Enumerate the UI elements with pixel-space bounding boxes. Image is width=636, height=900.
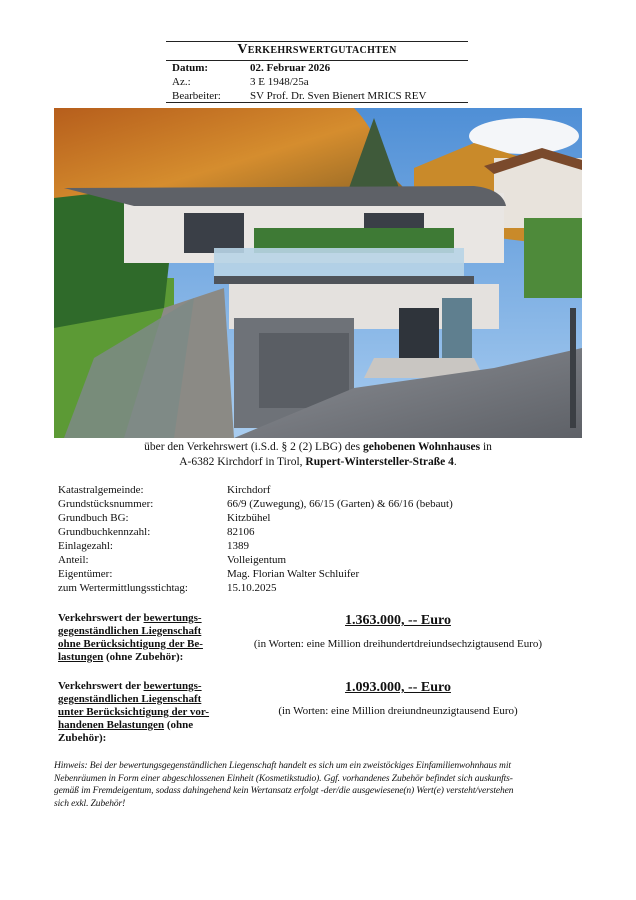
detail-label: Einlagezahl:	[58, 540, 113, 552]
detail-value: Kirchdorf	[227, 484, 271, 496]
file-number-value: 3 E 1948/25a	[250, 76, 309, 88]
market-value-unencumbered-amount: 1.363.000, -- Euro	[345, 613, 451, 628]
mv2-label-c: gegenständlichen Liegenschaft	[58, 693, 202, 705]
market-value-encumbered-amount: 1.093.000, -- Euro	[345, 680, 451, 695]
detail-label: Katastralgemeinde:	[58, 484, 144, 496]
market-value-unencumbered-words: (in Worten: eine Million dreihundertdreiundsechzigtausend Euro)	[253, 638, 543, 650]
mv2-label-d: unter Berücksichtigung der vor-	[58, 706, 210, 718]
caption-line-2	[54, 456, 582, 468]
mv1-label-f: (ohne Zubehör):	[103, 651, 184, 663]
mv2-label-a: Verkehrswert der	[58, 680, 144, 692]
disclaimer-note	[54, 760, 582, 810]
note-line: sich exkl. Zubehör!	[54, 798, 126, 809]
mv1-label-a: Verkehrswert der	[58, 612, 144, 624]
entrance-glazing	[442, 298, 472, 358]
mv1-label-d: ohne Berücksichtigung der Be-	[58, 638, 203, 650]
detail-value: Mag. Florian Walter Schluifer	[227, 568, 360, 580]
caption-2-post: .	[453, 456, 457, 468]
detail-label: Grundstücksnummer:	[58, 498, 154, 510]
hedge-right	[524, 218, 582, 298]
detail-value: Kitzbühel	[227, 512, 271, 524]
caption-1-post: in	[480, 441, 492, 453]
date-value: 02. Februar 2026	[250, 62, 331, 74]
roof-overhang	[64, 186, 506, 206]
mv2-label-b: bewertungs-	[143, 680, 202, 692]
lamp-post	[570, 308, 576, 428]
caption-2-bold: Rupert-Wintersteller-Straße 4	[305, 456, 454, 468]
author-value: SV Prof. Dr. Sven Bienert MRICS REV	[250, 90, 427, 102]
detail-value: 82106	[227, 526, 255, 538]
detail-label: Grundbuch BG:	[58, 512, 129, 524]
note-line: Hinweis: Bei der bewertungsgegenständlichen Liegenschaft handelt es sich um ein zweistöckiges Einfamilienwohnhaus mit	[54, 761, 511, 771]
market-value-unencumbered-label	[58, 612, 228, 664]
file-number-label: Az.:	[172, 76, 191, 88]
mv1-label-c: gegenständlichen Liegenschaft	[58, 625, 202, 637]
author-label: Bearbeiter:	[172, 90, 221, 102]
detail-label: Eigentümer:	[58, 568, 113, 580]
document-title-text: Verkehrswertgutachten	[237, 42, 397, 57]
detail-label: Grundbuchkennzahl:	[58, 526, 151, 538]
detail-value: 66/9 (Zuwegung), 66/15 (Garten) & 66/16 (bebaut)	[227, 498, 453, 510]
caption-line-1	[54, 441, 582, 453]
detail-value: 15.10.2025	[227, 582, 277, 594]
property-photo	[54, 108, 582, 438]
header-bottom-rule	[166, 102, 468, 103]
market-value-encumbered-label	[58, 680, 228, 745]
entrance-door	[399, 308, 439, 358]
window-left	[184, 213, 244, 253]
market-value-encumbered-words: (in Worten: eine Million dreiundneunzigtausend Euro)	[278, 705, 518, 717]
caption-1-bold: gehobenen Wohnhauses	[362, 441, 481, 453]
glass-balustrade	[214, 248, 464, 278]
note-line: gemäß im Fremdeigentum, sodass dahingehend kein Wertansatz erfolgt -der/die ausgewiesene(n) Wert(e) versteht/verstehen	[54, 786, 514, 796]
mv1-label-e: lastungen	[58, 651, 104, 663]
caption-2-pre: A-6382 Kirchdorf in Tirol,	[179, 456, 306, 468]
document-title	[166, 42, 468, 58]
balcony-slab	[214, 276, 474, 284]
caption-1-pre: über den Verkehrswert (i.S.d. § 2 (2) LBG) des	[144, 441, 363, 453]
detail-label: Anteil:	[58, 554, 89, 566]
note-line: Nebenräumen in Form einer abgeschlossenen Einheit (Kosmetikstudio). Ggf. vorhandenes Zubehör befindet sich auskunfts-	[54, 773, 513, 784]
mv2-label-g: Zubehör):	[58, 732, 107, 744]
mv1-label-b: bewertungs-	[143, 612, 202, 624]
date-label: Datum:	[172, 62, 209, 74]
detail-value: Volleigentum	[227, 554, 287, 566]
detail-label: zum Wertermittlungsstichtag:	[58, 582, 188, 594]
mv2-label-f: (ohne	[164, 719, 194, 731]
detail-value: 1389	[227, 540, 249, 552]
mv2-label-e: handenen Belastungen	[58, 719, 165, 731]
header-title-rule	[166, 60, 468, 61]
